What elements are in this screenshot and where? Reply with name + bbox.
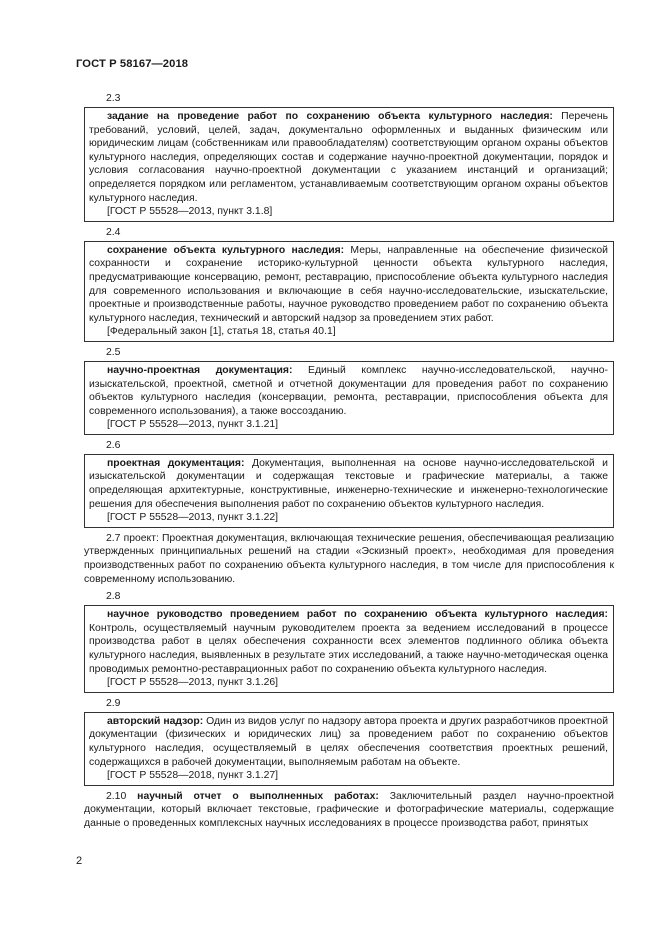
term-name: авторский надзор: bbox=[107, 715, 204, 727]
term-definition bbox=[89, 364, 608, 418]
term-text: Меры, направленные на обеспечение физической сохранности и сохранение историко-культурной ценности объекта культурного наследия, предусматривающие консервацию, ремонт, реставрацию, приспособление объекта культурного наследия для современного использования и включающие в себя научно-исследовательские, изыскательские, проектные и производственные работы, научное руководство проведением работ по сохранению объекта культурного наследия, технический и авторский надзор за проведением этих работ. bbox=[89, 244, 608, 324]
term-reference: [ГОСТ Р 55528—2013, пункт 3.1.21] bbox=[107, 419, 279, 431]
plain-paragraph: 2.7 проект: Проектная документация, включающая технические решения, обеспечивающая реализацию утвержденных принципиальных решений на стадии «Эскизный проект», необходимая для проведения производственных работ по сохранению объекта культурного наследия, в том числе для приспособления к современному использованию. bbox=[84, 532, 614, 585]
term-number: 2.4 bbox=[106, 226, 121, 238]
term-definition-box bbox=[84, 241, 614, 342]
term-text: Единый комплекс научно-исследовательской, научно-изыскательской, проектной, сметной и отчетной документации для проведения работ по сохранению объектов культурного наследия (консервации, ремонта, реставрации, приспособления объекта для современного использования), а также воссозданию. bbox=[89, 364, 608, 417]
term-reference: [ГОСТ Р 55528—2013, пункт 3.1.22] bbox=[107, 512, 279, 524]
term-text: Один из видов услуг по надзору автора проекта и других разработчиков проектной документации (физических и юридических лиц) за проведением работ по сохранению объектов культурного наследия, осуществляемый в целях обеспечения соответствия проектных решений, содержащихся в рабочей документации, выполняемым работам на объекте. bbox=[89, 715, 608, 768]
term-definition-box bbox=[84, 361, 614, 435]
term-reference: [ГОСТ Р 55528—2018, пункт 3.1.27] bbox=[107, 770, 279, 782]
term-number: 2.6 bbox=[106, 439, 121, 451]
term-text: Заключительный раздел научно-проектной документации, который включает текстовые, графические и фотографические материалы, содержащие данные о проведенных комплексных научных исследованиях в процессе производства работ, принятых bbox=[84, 790, 614, 829]
term-name: сохранение объекта культурного наследия: bbox=[107, 244, 345, 256]
term-definition-box bbox=[84, 605, 614, 693]
term-definition-box bbox=[84, 454, 614, 528]
page-number: 2 bbox=[76, 855, 83, 867]
term-definition bbox=[89, 244, 608, 326]
document-header: ГОСТ Р 58167—2018 bbox=[76, 58, 189, 70]
term-text: Перечень требований, условий, целей, задач, документально оформленных и выданных физическим или юридическим лицам (собственникам или правообладателям) соответствующим органом охраны объектов культурного наследия, определяющих состав и содержание научно-проектной документации, порядок и условия согласования научно-проектной документации с указанием инстанций и организаций; определяется порядком или регламентом, устанавливаемым соответствующим органом охраны объектов культурного наследия. bbox=[89, 111, 608, 204]
document-body bbox=[84, 92, 614, 835]
term-definition bbox=[89, 608, 608, 676]
plain-paragraph bbox=[84, 790, 614, 831]
term-name: проектная документация: bbox=[107, 457, 245, 469]
term-number: 2.3 bbox=[106, 93, 121, 104]
term-definition bbox=[89, 715, 608, 769]
term-reference: [ГОСТ Р 55528—2013, пункт 3.1.26] bbox=[107, 677, 279, 689]
term-name: научно-проектная документация: bbox=[107, 364, 293, 376]
term-definition bbox=[89, 457, 608, 511]
term-name: научное руководство проведением работ по сохранению объекта культурного наследия: bbox=[107, 609, 608, 621]
term-number: 2.9 bbox=[106, 697, 121, 709]
term-definition bbox=[89, 110, 608, 205]
term-number: 2.8 bbox=[106, 591, 121, 603]
term-text: Контроль, осуществляемый научным руководителем проекта за ведением исследований в процессе производства работ в целях обеспечения сохранности всех элементов подлинного облика объекта культурного наследия, выявленных в результате этих исследований, а также научно-методическая оценка проводимых ремонтно-реставрационных работ по сохранению объекта культурного наследия. bbox=[89, 622, 608, 675]
term-definition-box bbox=[84, 712, 614, 786]
term-name: задание на проведение работ по сохранению объекта культурного наследия: bbox=[107, 111, 553, 122]
term-reference: [Федеральный закон [1], статья 18, статья 40.1] bbox=[107, 326, 336, 338]
term-name: научный отчет о выполненных работах: bbox=[137, 790, 379, 802]
term-number: 2.5 bbox=[106, 346, 121, 358]
term-reference: [ГОСТ Р 55528—2013, пункт 3.1.8] bbox=[107, 206, 273, 218]
term-definition-box bbox=[84, 107, 614, 222]
item-number: 2.10 bbox=[106, 790, 138, 802]
term-text: Документация, выполненная на основе научно-исследовательской и изыскательской документации и содержащая текстовые и графические материалы, а также определяющая архитектурные, конструктивные, инженерно-технические и инженерно-технологические решения для обеспечения выполнения работ по сохранению объектов культурного наследия. bbox=[89, 457, 608, 510]
